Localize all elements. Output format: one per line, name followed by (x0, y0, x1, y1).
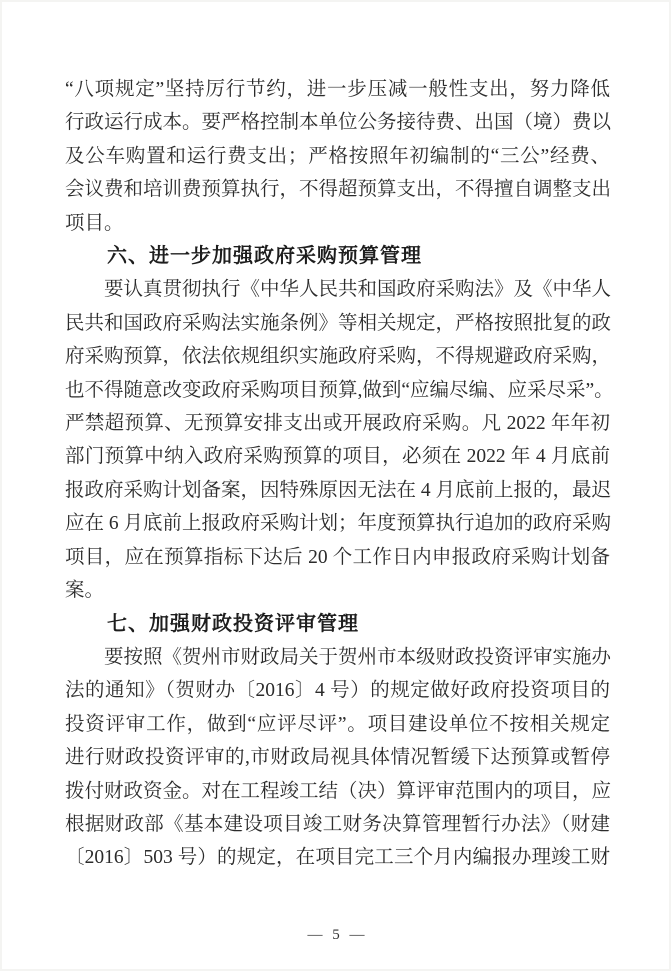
text-line: 根据财政部《基本建设项目竣工财务决算管理暂行办法》（财建 (65, 813, 610, 835)
text-line: 拨付财政资金。对在工程竣工结（决）算评审范围内的项目，应 (65, 780, 612, 802)
text-line: 项目，应在预算指标下达后 20 个工作日内申报政府采购计划备 (65, 546, 610, 568)
text-line: 要按照《贺州市财政局关于贺州市本级财政投资评审实施办 (104, 646, 612, 668)
text-line: 案。 (65, 580, 105, 602)
text-line: 报政府采购计划备案，因特殊原因无法在 4 月底前上报的，最迟 (65, 479, 612, 501)
text-line: 部门预算中纳入政府采购预算的项目，必须在 2022 年 4 月底前 (65, 446, 610, 468)
document-content (65, 73, 614, 875)
text-line: 行政运行成本。要严格控制本单位公务接待费、出国（境）费以 (65, 112, 612, 134)
text-line: 也不得随意改变政府采购项目预算,做到“应编尽编、应采尽采”。 (65, 379, 614, 401)
text-line: 项目。 (65, 212, 124, 234)
text-line: 投资评审工作，做到“应评尽评”。项目建设单位不按相关规定 (65, 713, 610, 735)
text-line: 会议费和培训费预算执行，不得超预算支出，不得擅自调整支出 (65, 179, 612, 201)
text-line: 民共和国政府采购法实施条例》等相关规定，严格按照批复的政 (65, 312, 612, 334)
section-heading: 六、进一步加强政府采购预算管理 (107, 245, 422, 268)
page-number: — 5 — (307, 927, 368, 943)
text-line: 进行财政投资评审的,市财政局视具体情况暂缓下达预算或暂停 (65, 747, 610, 769)
section-heading: 七、加强财政投资评审管理 (107, 612, 359, 635)
text-line: 〔2016〕503 号）的规定，在项目完工三个月内编报办理竣工财 (65, 847, 610, 869)
text-line: 府采购预算，依法依规组织实施政府采购，不得规避政府采购， (65, 346, 612, 368)
text-line: 及公车购置和运行费支出；严格按照年初编制的“三公”经费、 (65, 145, 610, 167)
text-line: 要认真贯彻执行《中华人民共和国政府采购法》及《中华人 (104, 279, 612, 301)
text-line: 应在 6 月底前上报政府采购计划；年度预算执行追加的政府采购 (65, 513, 612, 535)
text-line: 严禁超预算、无预算安排支出或开展政府采购。凡 2022 年年初 (65, 413, 610, 435)
text-line: 法的通知》（贺财办〔2016〕4 号）的规定做好政府投资项目的 (65, 680, 610, 702)
text-line: “八项规定”坚持厉行节约，进一步压减一般性支出，努力降低 (65, 79, 610, 100)
